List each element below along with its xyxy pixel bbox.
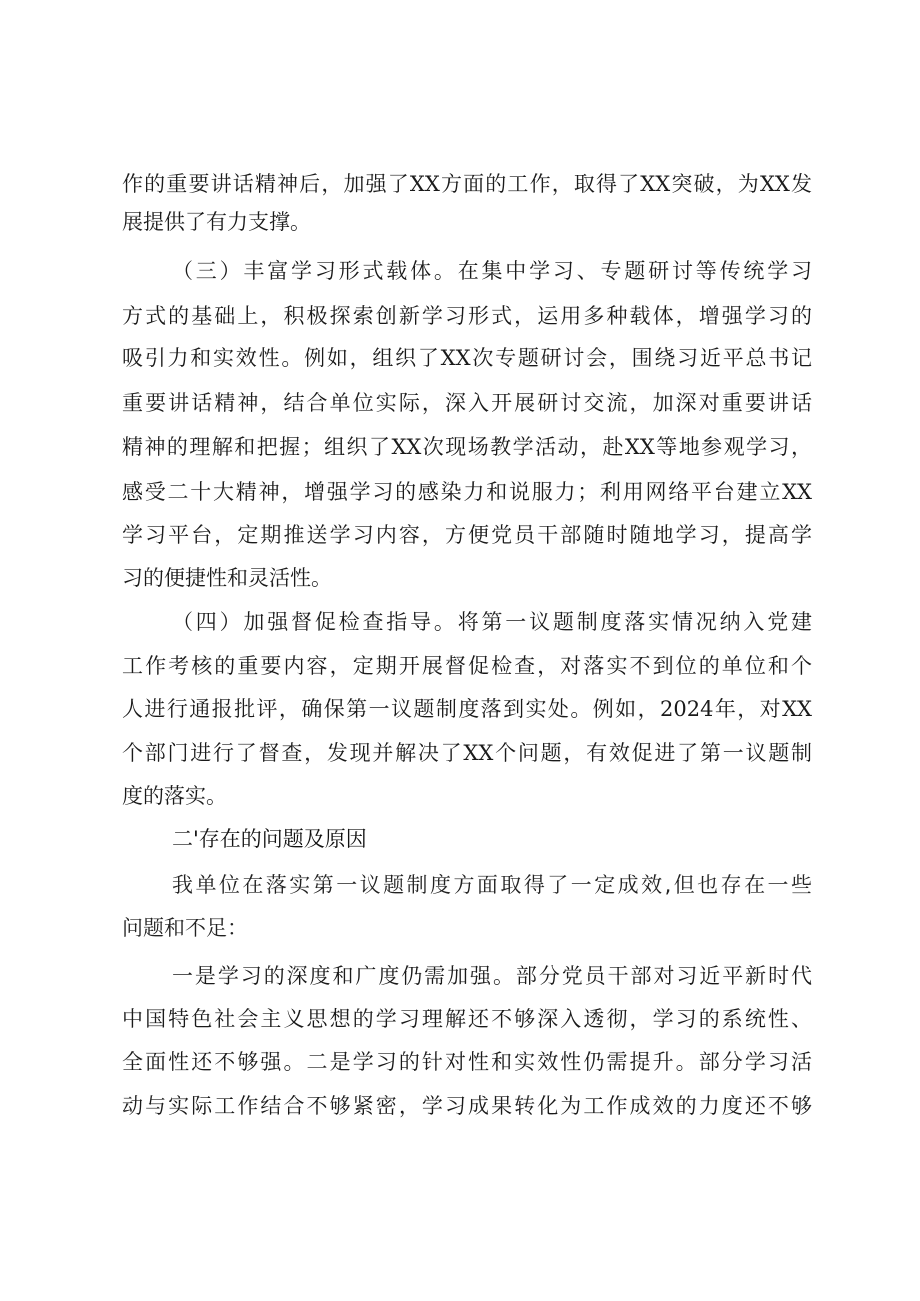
paragraph-line: 工作考核的重要内容，定期开展督促检查，对落实不到位的单位和个 bbox=[122, 654, 812, 678]
section-two-heading: 二'存在的问题及原因 bbox=[172, 827, 367, 851]
section-four-heading-line: （四）加强督促检查指导。将第一议题制度落实情况纳入党建 bbox=[172, 610, 812, 634]
paragraph-line: 一是学习的深度和广度仍需加强。部分党员干部对习近平新时代 bbox=[172, 964, 812, 988]
paragraph-line: 我单位在落实第一议题制度方面取得了一定成效,但也存在一些 bbox=[172, 873, 812, 897]
paragraph-line: 吸引力和实效性。例如，组织了XX次专题研讨会，围绕习近平总书记 bbox=[122, 346, 812, 370]
paragraph-line: 习的便捷性和灵活性。 bbox=[122, 566, 332, 590]
paragraph-line: 人进行通报批评，确保第一议题制度落到实处。例如，2024年，对XX bbox=[122, 697, 812, 721]
paragraph-line: 方式的基础上，积极探索创新学习形式，运用多种载体，增强学习的 bbox=[122, 304, 812, 328]
paragraph-line: 问题和不足： bbox=[122, 916, 248, 940]
paragraph-line: 动与实际工作结合不够紧密，学习成果转化为工作成效的力度还不够 bbox=[122, 1094, 812, 1118]
paragraph-line: 展提供了有力支撑。 bbox=[122, 210, 311, 234]
paragraph-line: 重要讲话精神，结合单位实际，深入开展研讨交流，加深对重要讲话 bbox=[122, 391, 812, 415]
paragraph-line: 学习平台，定期推送学习内容，方便党员干部随时随地学习，提高学 bbox=[122, 523, 812, 547]
paragraph-line: 个部门进行了督查，发现并解决了XX个问题，有效促进了第一议题制 bbox=[122, 741, 812, 765]
paragraph-line: 作的重要讲话精神后，加强了XX方面的工作，取得了XX突破，为XX发 bbox=[122, 172, 812, 196]
paragraph-line: 度的落实。 bbox=[122, 784, 227, 808]
paragraph-line: 中国特色社会主义思想的学习理解还不够深入透彻，学习的系统性、 bbox=[122, 1007, 812, 1031]
paragraph-line: 精神的理解和把握；组织了XX次现场教学活动，赴XX等地参观学习， bbox=[122, 435, 812, 459]
section-three-heading-line: （三）丰富学习形式载体。在集中学习、专题研讨等传统学习 bbox=[172, 259, 812, 283]
paragraph-line: 全面性还不够强。二是学习的针对性和实效性仍需提升。部分学习活 bbox=[122, 1050, 812, 1074]
paragraph-line: 感受二十大精神，增强学习的感染力和说服力；利用网络平台建立XX bbox=[122, 480, 812, 504]
